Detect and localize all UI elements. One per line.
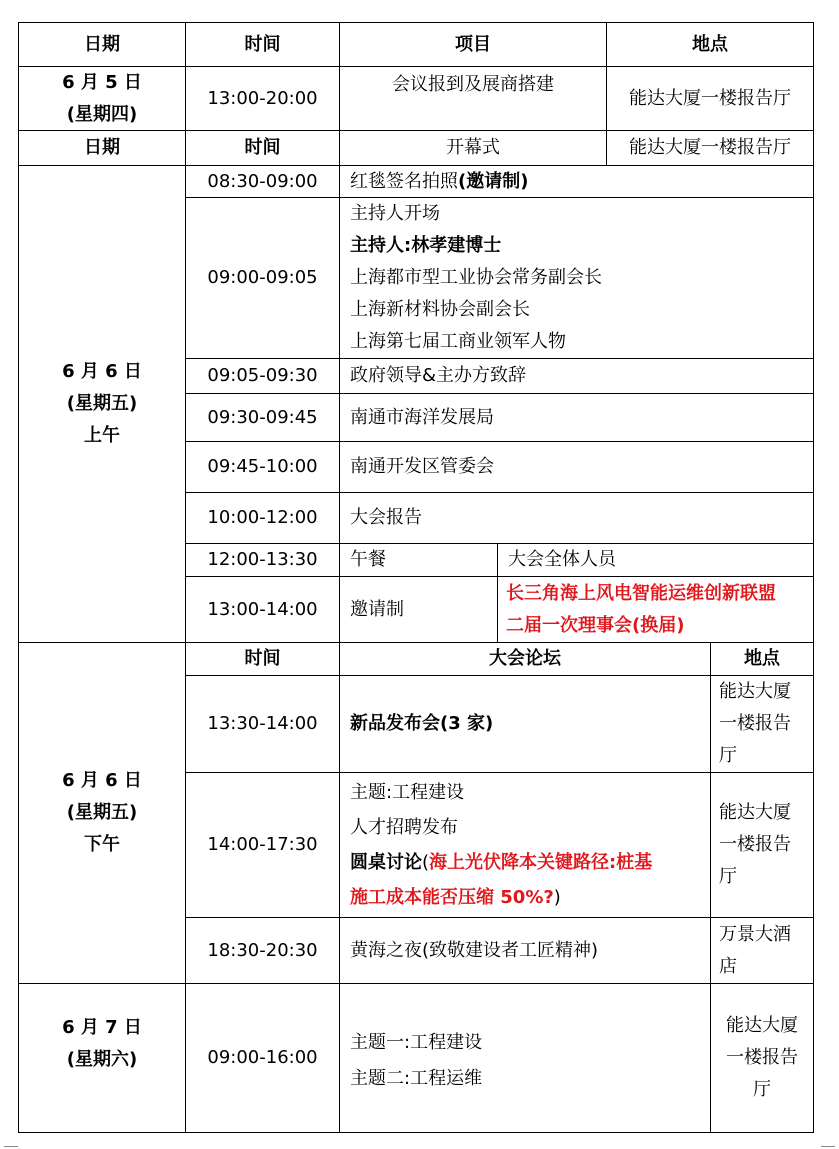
theme-line: 主题:工程建设 <box>350 782 465 803</box>
date-line: 6 月 6 日 <box>62 770 142 791</box>
morning-time: 12:00-13:30 <box>207 549 318 570</box>
header-project: 项目 <box>455 33 491 55</box>
date-line: (星期四) <box>66 103 138 125</box>
morning-time: 09:30-09:45 <box>207 406 318 428</box>
roundtable-label: 圆桌讨论 <box>350 852 422 873</box>
host-line: 主持人开场 <box>350 203 440 224</box>
lunch-attendees: 大会全体人员 <box>508 549 616 570</box>
afternoon-date <box>19 643 185 983</box>
day5-time: 13:00-20:00 <box>207 87 318 109</box>
paren: ) <box>553 887 561 908</box>
opening-ceremony: 开幕式 <box>446 137 500 158</box>
morning-time: 13:00-14:00 <box>207 598 318 620</box>
morning-time: 09:05-09:30 <box>207 365 318 386</box>
forum-header-time: 时间 <box>244 648 281 669</box>
host-title: 上海都市型工业协会常务副会长 <box>350 267 602 288</box>
lunch-label: 午餐 <box>350 549 386 570</box>
day7-themes <box>340 984 710 1132</box>
header2-date: 日期 <box>84 137 120 158</box>
morning-item <box>340 166 813 197</box>
date-line: 6 月 5 日 <box>62 71 142 93</box>
day5-location: 能达大厦一楼报告厅 <box>629 87 791 109</box>
morning-time: 10:00-12:00 <box>207 507 318 528</box>
date-line: (星期五) <box>66 802 138 823</box>
roundtable-topic: 海上光伏降本关键路径:桩基 <box>429 852 653 873</box>
location-line: 店 <box>719 955 737 977</box>
day7-location <box>711 984 813 1132</box>
roundtable-line <box>350 880 710 915</box>
product-launch: 新品发布会(3 家) <box>350 713 494 734</box>
date-line: (星期五) <box>66 393 138 414</box>
morning-time: 09:00-09:05 <box>207 267 318 288</box>
header-time: 时间 <box>244 33 281 55</box>
date-line: 下午 <box>84 834 120 855</box>
alliance-line: 长三角海上风电智能运维创新联盟 <box>506 582 776 604</box>
morning-time: 08:30-09:00 <box>207 170 318 192</box>
location-line: 一楼报告 <box>719 713 791 734</box>
morning-item: 南通市海洋发展局 <box>350 406 494 428</box>
opening-location: 能达大厦一楼报告厅 <box>629 137 791 158</box>
day5-project: 会议报到及展商搭建 <box>392 74 554 95</box>
date-line: 6 月 7 日 <box>62 1017 142 1038</box>
host-block <box>340 198 813 358</box>
afternoon-time: 13:30-14:00 <box>207 713 318 734</box>
afternoon-location <box>711 773 813 917</box>
location-line: 一楼报告 <box>726 1047 798 1068</box>
theme-line: 主题一:工程建设 <box>350 1032 483 1053</box>
location-line: 厅 <box>719 866 737 887</box>
host-title: 上海第七届工商业领军人物 <box>350 331 566 352</box>
location-line: 厅 <box>753 1079 771 1100</box>
afternoon-time: 14:00-17:30 <box>207 834 318 855</box>
item-text: 红毯签名拍照 <box>350 170 458 192</box>
morning-time: 09:45-10:00 <box>207 456 318 477</box>
afternoon-location <box>711 918 813 983</box>
header2-time: 时间 <box>244 137 281 158</box>
morning-item: 政府领导&主办方致辞 <box>350 365 527 386</box>
date-line: (星期六) <box>66 1049 138 1070</box>
day7-date <box>19 984 185 1132</box>
forum-header-title: 大会论坛 <box>489 648 561 669</box>
alliance-meeting <box>498 577 813 642</box>
afternoon-time: 18:30-20:30 <box>207 939 318 961</box>
location-line: 能达大厦 <box>726 1015 798 1036</box>
location-line: 能达大厦 <box>719 681 791 702</box>
header-date: 日期 <box>84 33 120 55</box>
invite-only-note: (邀请制) <box>458 170 529 192</box>
location-line: 厅 <box>719 745 737 766</box>
header-location: 地点 <box>692 33 728 55</box>
invite-label: 邀请制 <box>350 598 404 620</box>
morning-item: 南通开发区管委会 <box>350 456 494 477</box>
host-title: 上海新材料协会副会长 <box>350 299 530 320</box>
location-line: 一楼报告 <box>719 834 791 855</box>
day5-date <box>19 67 185 130</box>
theme-line: 主题二:工程运维 <box>350 1068 483 1089</box>
date-line: 上午 <box>84 425 120 446</box>
paren: ( <box>422 852 430 873</box>
date-line: 6 月 6 日 <box>62 361 142 382</box>
grid-line <box>18 1132 814 1133</box>
recruit-line: 人才招聘发布 <box>350 817 458 838</box>
corner-mark <box>4 1146 18 1147</box>
morning-date <box>19 166 185 642</box>
location-line: 万景大酒 <box>719 923 791 945</box>
roundtable-block <box>340 773 710 917</box>
evening-event: 黄海之夜(致敬建设者工匠精神) <box>350 939 599 961</box>
roundtable-line <box>350 845 710 880</box>
corner-mark <box>821 1146 835 1147</box>
location-line: 能达大厦 <box>719 802 791 823</box>
alliance-line: 二届一次理事会(换届) <box>506 614 685 636</box>
forum-header-location: 地点 <box>744 648 780 669</box>
roundtable-topic: 施工成本能否压缩 50%? <box>350 887 554 908</box>
morning-item: 大会报告 <box>350 507 422 528</box>
afternoon-location <box>711 676 813 772</box>
day7-time: 09:00-16:00 <box>207 1047 318 1068</box>
grid-line <box>813 22 814 1133</box>
host-name: 主持人:林孝建博士 <box>350 235 502 256</box>
